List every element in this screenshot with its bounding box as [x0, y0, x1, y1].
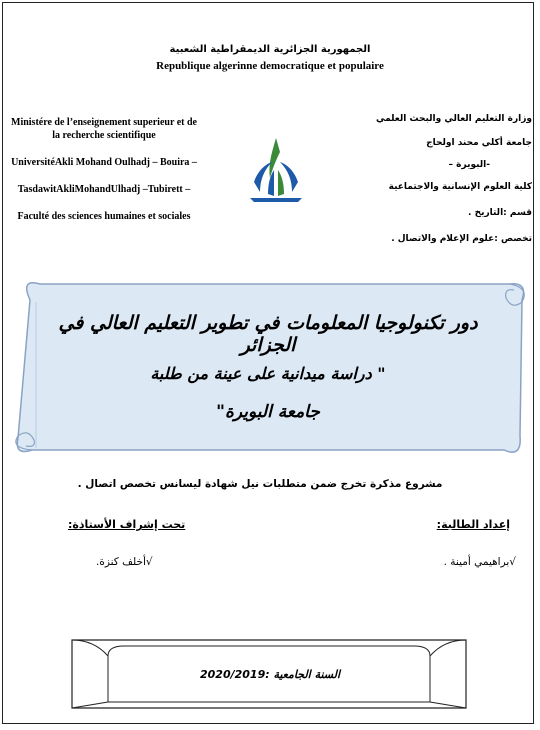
- title-line-3: جامعة البويرة": [216, 402, 320, 422]
- department-arabic: قسم :التاريخ .: [468, 208, 532, 218]
- faculty-french: Faculté des sciences humaines et sociales: [17, 211, 191, 222]
- student-name: √براهيمي أمينة .: [443, 556, 516, 568]
- header-french-republic: Republique algerinne democratique et populaire: [156, 60, 384, 72]
- university-amazigh: TasdawitAkliMohandUlhadj –Tubirett –: [17, 184, 191, 195]
- supervisor-label: تحت إشراف الأستاذة:: [68, 518, 186, 531]
- ministry-french: Ministére de l’enseignement superieur et de la recherche scientifique: [11, 117, 197, 141]
- academic-year: السنة الجامعية :2020/2019: [199, 668, 341, 681]
- university-french: UniversitéAkli Mohand Oulhadj – Bouira –: [11, 157, 197, 168]
- faculty-arabic: كلية العلوم الإنسانية والاجتماعية: [388, 182, 532, 192]
- memo-description: مشروع مذكرة تخرج ضمن متطلبات نيل شهادة ليسانس تخصص اتصال .: [77, 478, 443, 490]
- university-logo: [246, 134, 306, 204]
- title-line-2: " دراسة ميدانية على عينة من طلبة: [150, 364, 386, 383]
- specialty-arabic: تخصص :علوم الإعلام والاتصال .: [391, 234, 532, 244]
- ministry-arabic: وزارة التعليم العالي والبحث العلمي: [375, 114, 532, 124]
- student-label: إعداد الطالبة:: [436, 518, 510, 531]
- left-institution-block: [8, 116, 200, 237]
- title-line-1: دور تكنولوجيا المعلومات في تطوير التعليم العالي في الجزائر: [58, 312, 478, 356]
- city-arabic: -البويرة –: [448, 160, 490, 170]
- university-arabic: جامعة أكلي محند اولحاج: [426, 138, 532, 148]
- supervisor-name: √أخلف كنزة.: [96, 556, 153, 568]
- header-arabic-republic: الجمهورية الجزائرية الديمقراطية الشعبية: [169, 44, 371, 55]
